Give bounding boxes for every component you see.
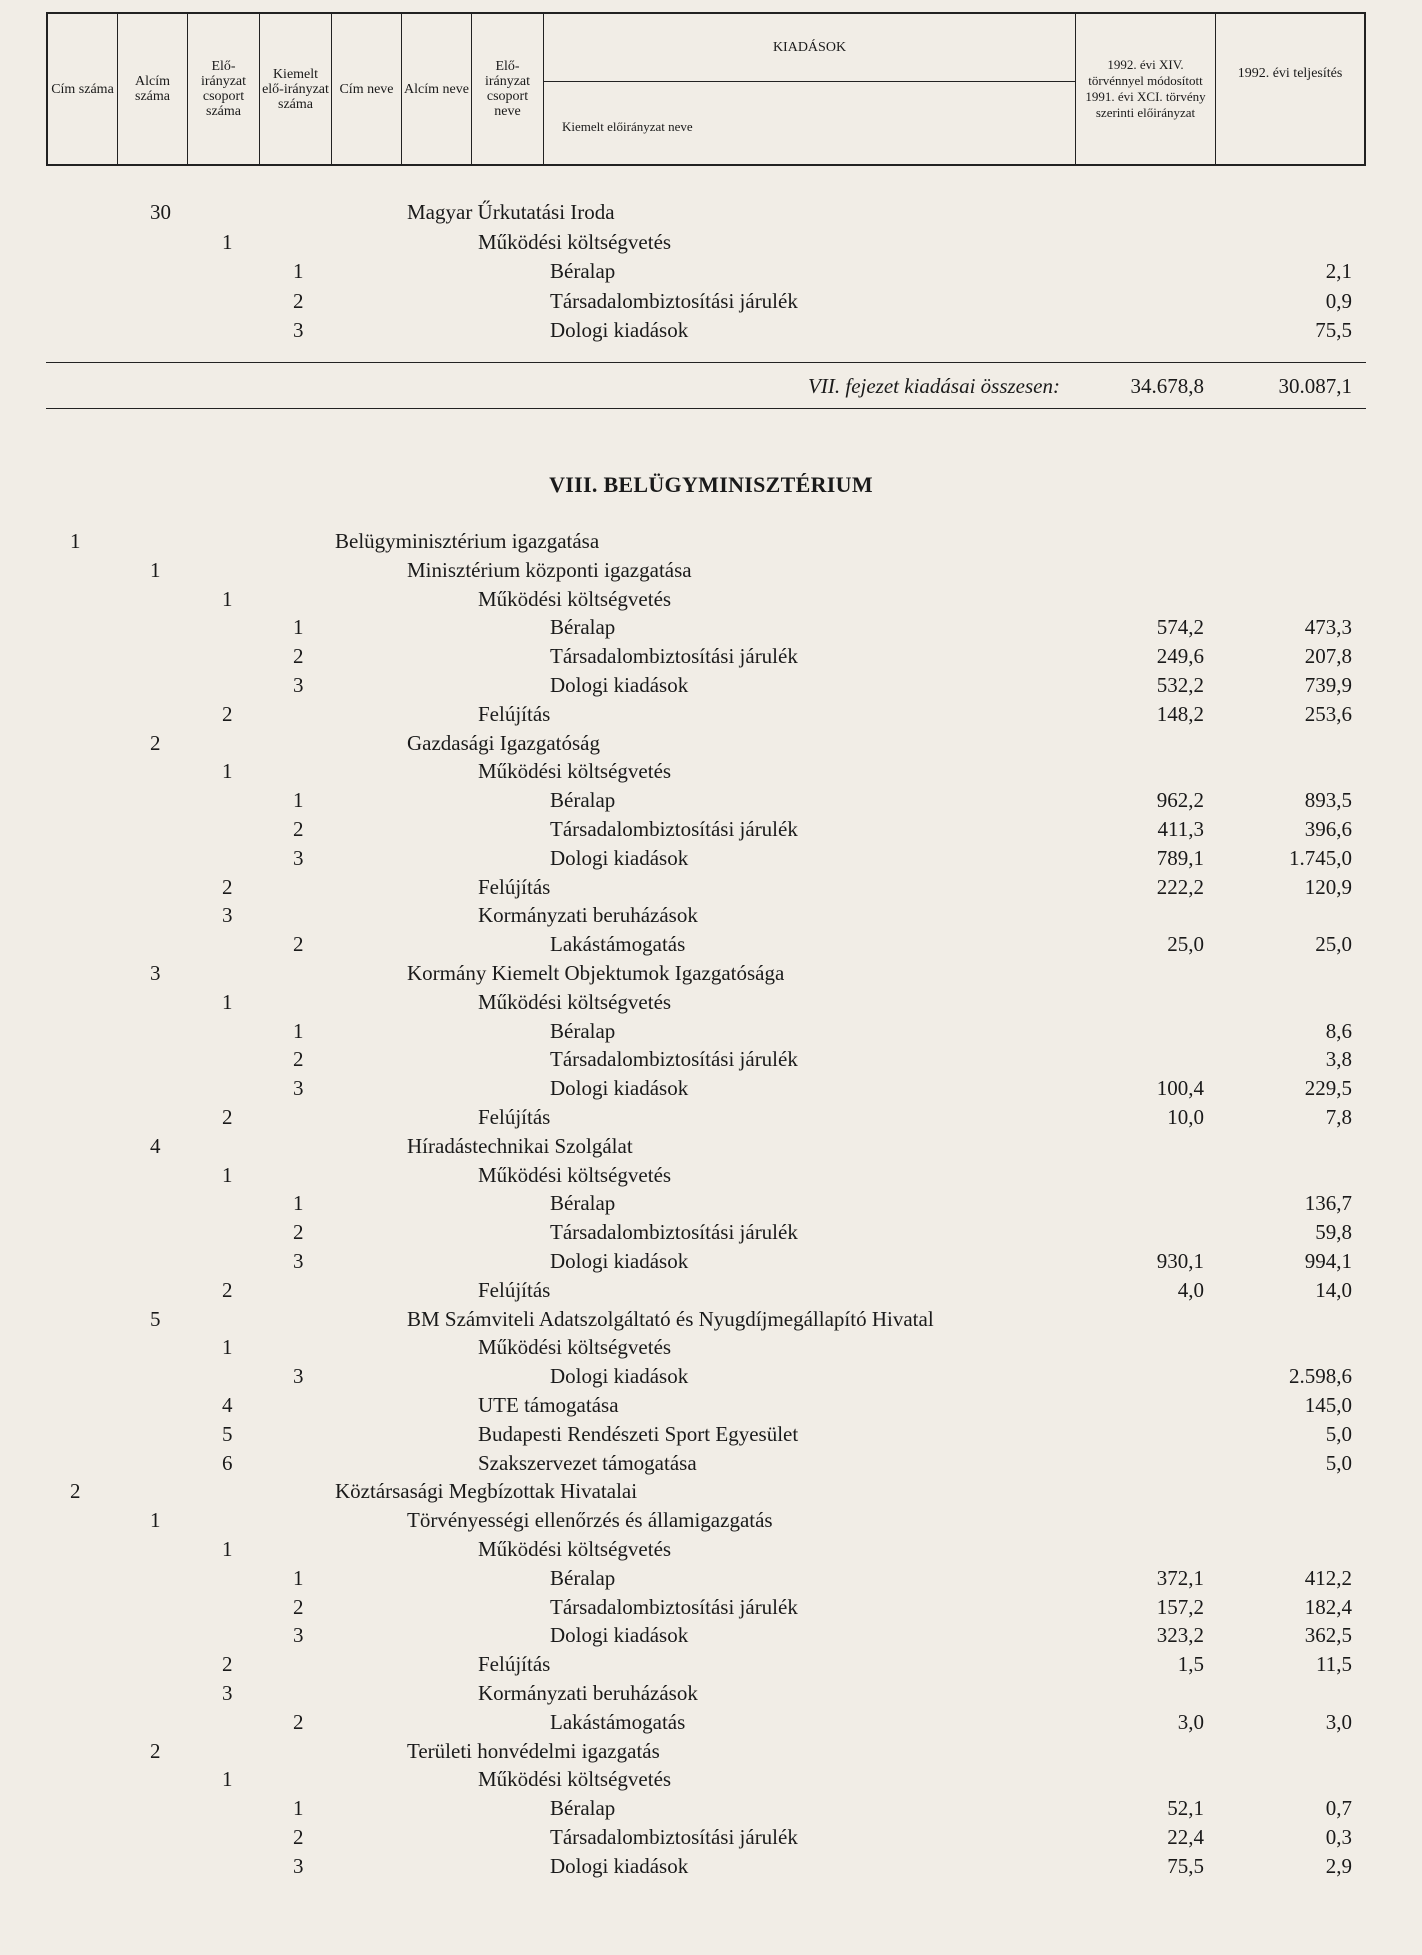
row-label: Dologi kiadások <box>550 1364 689 1389</box>
row-value-teljesites: 120,9 <box>1304 874 1352 899</box>
row-value-teljesites: 182,4 <box>1304 1594 1352 1619</box>
row-value-eloiranyzat: 10,0 <box>1167 1105 1204 1129</box>
table-row <box>0 1391 1422 1419</box>
row-label: Dologi kiadások <box>550 1853 689 1878</box>
table-row <box>0 1161 1422 1189</box>
row-label: BM Számviteli Adatszolgáltató és Nyugdíjmegállapító Hivatal <box>407 1306 934 1331</box>
row-code: 2 <box>293 1709 304 1734</box>
row-value-teljesites: 59,8 <box>1315 1220 1352 1245</box>
row-code: 3 <box>293 1249 304 1273</box>
row-code: 2 <box>222 1652 233 1677</box>
total-value-teljesites: 30.087,1 <box>1278 374 1352 398</box>
row-label: Társadalombiztosítási járulék <box>550 644 798 669</box>
row-label: Köztársasági Megbízottak Hivatalai <box>335 1479 638 1504</box>
row-value-eloiranyzat: 100,4 <box>1156 1076 1204 1101</box>
row-code: 2 <box>293 644 304 669</box>
row-code: 2 <box>293 932 304 957</box>
row-label: Dologi kiadások <box>550 318 689 342</box>
row-label: Dologi kiadások <box>550 1076 689 1101</box>
row-value-teljesites: 893,5 <box>1304 788 1352 813</box>
row-value-eloiranyzat: 157,2 <box>1156 1594 1204 1619</box>
row-value-eloiranyzat: 52,1 <box>1167 1796 1204 1821</box>
row-code: 1 <box>293 615 304 640</box>
row-label: Működési költségvetés <box>478 1162 672 1187</box>
table-row <box>0 959 1422 987</box>
header-col-alcim-neve: Alcím neve <box>402 14 472 164</box>
table-row <box>0 729 1422 757</box>
table-row <box>0 642 1422 670</box>
row-code: 1 <box>293 1018 304 1043</box>
row-value-teljesites: 412,2 <box>1304 1565 1352 1590</box>
row-value-teljesites: 994,1 <box>1304 1249 1352 1273</box>
table-row <box>0 757 1422 785</box>
table-row <box>0 1218 1422 1246</box>
header-col-cim-neve: Cím neve <box>332 14 402 164</box>
header-kiadasok: KIADÁSOK <box>544 14 1076 82</box>
row-label: Lakástámogatás <box>550 1709 686 1734</box>
row-code: 1 <box>222 1335 233 1360</box>
row-label: Dologi kiadások <box>550 673 689 697</box>
row-value-eloiranyzat: 532,2 <box>1156 673 1204 697</box>
row-label: Társadalombiztosítási járulék <box>550 1047 798 1072</box>
row-code: 2 <box>222 874 233 899</box>
row-value-eloiranyzat: 789,1 <box>1156 845 1204 870</box>
table-row <box>0 700 1422 728</box>
table-row <box>0 1506 1422 1534</box>
row-label: Szakszervezet támogatása <box>478 1450 697 1475</box>
table-row <box>0 1765 1422 1793</box>
row-label: Működési költségvetés <box>478 759 672 784</box>
row-code: 2 <box>150 1738 161 1763</box>
row-label: Magyar Űrkutatási Iroda <box>407 200 615 224</box>
row-label: Működési költségvetés <box>478 1335 672 1360</box>
total-row <box>0 372 1422 400</box>
row-code: 3 <box>293 1076 304 1101</box>
row-label: Kormányzati beruházások <box>478 903 698 928</box>
row-code: 3 <box>222 903 233 928</box>
row-code: 2 <box>222 701 233 726</box>
header-col-kiemelt-eloiranyzat-szama: Kiemelt elő-irányzat száma <box>260 14 332 164</box>
row-value-teljesites: 362,5 <box>1304 1623 1352 1648</box>
row-label: Társadalombiztosítási járulék <box>550 288 798 313</box>
row-value-eloiranyzat: 75,5 <box>1167 1853 1204 1878</box>
row-value-teljesites: 2,1 <box>1325 259 1352 283</box>
table-row <box>0 1420 1422 1448</box>
row-value-eloiranyzat: 4,0 <box>1177 1277 1204 1302</box>
row-label: Felújítás <box>478 1277 551 1302</box>
table-row <box>0 613 1422 641</box>
row-code: 1 <box>222 989 233 1014</box>
table-row <box>0 257 1422 285</box>
row-value-teljesites: 25,0 <box>1315 932 1352 957</box>
row-value-teljesites: 1.745,0 <box>1289 845 1352 870</box>
row-label: Társadalombiztosítási járulék <box>550 1594 798 1619</box>
row-value-eloiranyzat: 22,4 <box>1167 1825 1204 1849</box>
row-value-teljesites: 75,5 <box>1315 318 1352 342</box>
row-code: 2 <box>293 288 304 313</box>
row-label: Működési költségvetés <box>478 1537 672 1561</box>
row-label: Béralap <box>550 1565 616 1590</box>
table-row <box>0 1247 1422 1275</box>
row-label: Béralap <box>550 1191 616 1216</box>
row-code: 3 <box>293 1853 304 1878</box>
row-label: Felújítás <box>478 701 551 726</box>
row-label: UTE támogatása <box>478 1393 619 1417</box>
table-row <box>0 1477 1422 1505</box>
table-row <box>0 1564 1422 1592</box>
row-label: Kormányzati beruházások <box>478 1681 698 1705</box>
table-row <box>0 786 1422 814</box>
row-code: 2 <box>293 1825 304 1849</box>
row-code: 1 <box>222 1537 233 1561</box>
row-code: 2 <box>222 1277 233 1302</box>
header-col-alcim-szama: Alcím száma <box>118 14 188 164</box>
row-label: Kormány Kiemelt Objektumok Igazgatósága <box>407 961 785 985</box>
row-code: 1 <box>150 557 161 582</box>
header-col-eloiranyzat-csoport-neve: Elő-irányzat csoport neve <box>472 14 544 164</box>
row-value-eloiranyzat: 962,2 <box>1156 788 1204 813</box>
row-code: 2 <box>150 730 161 755</box>
table-row <box>0 1823 1422 1851</box>
row-code: 3 <box>293 318 304 342</box>
header-col-cim-szama: Cím száma <box>48 14 118 164</box>
row-label: Béralap <box>550 615 616 640</box>
table-row <box>0 1045 1422 1073</box>
row-label: Béralap <box>550 1018 616 1043</box>
row-value-teljesites: 2.598,6 <box>1289 1364 1352 1389</box>
row-value-eloiranyzat: 249,6 <box>1156 644 1204 669</box>
row-code: 3 <box>293 673 304 697</box>
row-value-teljesites: 136,7 <box>1304 1191 1352 1216</box>
table-row <box>0 1679 1422 1707</box>
table-row <box>0 585 1422 613</box>
row-label: Belügyminisztérium igazgatása <box>335 529 600 553</box>
table-row <box>0 287 1422 315</box>
row-value-teljesites: 8,6 <box>1325 1018 1352 1043</box>
table-row <box>0 1074 1422 1102</box>
row-label: Dologi kiadások <box>550 845 689 870</box>
table-row <box>0 815 1422 843</box>
header-col-eloiranyzat-csoport-szama: Elő-irányzat csoport száma <box>188 14 260 164</box>
row-code: 1 <box>222 1767 233 1792</box>
table-row <box>0 316 1422 344</box>
table-row <box>0 1593 1422 1621</box>
row-value-eloiranyzat: 930,1 <box>1156 1249 1204 1273</box>
row-value-teljesites: 145,0 <box>1304 1393 1352 1417</box>
row-code: 6 <box>222 1450 233 1475</box>
table-row <box>0 1276 1422 1304</box>
row-label: Minisztérium központi igazgatása <box>407 557 692 582</box>
row-value-eloiranyzat: 323,2 <box>1156 1623 1204 1648</box>
row-value-teljesites: 473,3 <box>1304 615 1352 640</box>
table-row <box>0 527 1422 555</box>
row-code: 3 <box>293 1364 304 1389</box>
row-label: Gazdasági Igazgatóság <box>407 730 600 755</box>
table-row <box>0 1794 1422 1822</box>
row-code: 30 <box>150 200 171 224</box>
row-label: Társadalombiztosítási járulék <box>550 1220 798 1245</box>
table-row <box>0 671 1422 699</box>
row-label: Működési költségvetés <box>478 229 672 254</box>
table-row <box>0 901 1422 929</box>
row-code: 4 <box>222 1393 233 1417</box>
table-row <box>0 844 1422 872</box>
row-code: 2 <box>293 1594 304 1619</box>
row-label: Működési költségvetés <box>478 989 672 1014</box>
table-row <box>0 1362 1422 1390</box>
row-value-teljesites: 739,9 <box>1304 673 1352 697</box>
row-code: 2 <box>70 1479 81 1504</box>
row-value-teljesites: 0,7 <box>1325 1796 1352 1821</box>
row-value-eloiranyzat: 1,5 <box>1177 1652 1204 1677</box>
table-row <box>0 1708 1422 1736</box>
row-label: Dologi kiadások <box>550 1249 689 1273</box>
row-label: Dologi kiadások <box>550 1623 689 1648</box>
row-value-teljesites: 253,6 <box>1304 701 1352 726</box>
header-col-teljesites: 1992. évi teljesítés <box>1237 66 1343 81</box>
table-row <box>0 988 1422 1016</box>
row-code: 1 <box>222 229 233 254</box>
row-label: Társadalombiztosítási járulék <box>550 1825 798 1849</box>
row-value-teljesites: 5,0 <box>1325 1421 1352 1446</box>
table-row <box>0 198 1422 226</box>
row-code: 2 <box>222 1105 233 1129</box>
row-value-eloiranyzat: 372,1 <box>1156 1565 1204 1590</box>
table-row <box>0 1621 1422 1649</box>
header-col-eloiranyzat: 1992. évi XIV. törvénnyel módosított 1991. évi XCI. törvény szerinti előirányzat <box>1076 14 1216 164</box>
table-row <box>0 930 1422 958</box>
row-code: 3 <box>293 845 304 870</box>
row-label: Béralap <box>550 1796 616 1821</box>
table-row <box>0 228 1422 256</box>
row-value-teljesites: 3,0 <box>1325 1709 1352 1734</box>
total-top-rule <box>46 362 1366 363</box>
table-row <box>0 1017 1422 1045</box>
row-code: 2 <box>293 1047 304 1072</box>
row-value-eloiranyzat: 222,2 <box>1156 874 1204 899</box>
table-header <box>46 12 1366 166</box>
table-row <box>0 1333 1422 1361</box>
row-code: 3 <box>222 1681 233 1705</box>
row-code: 1 <box>293 1796 304 1821</box>
table-row <box>0 1535 1422 1563</box>
table-row <box>0 1103 1422 1131</box>
row-code: 1 <box>293 1191 304 1216</box>
row-label: Felújítás <box>478 874 551 899</box>
row-code: 1 <box>222 1162 233 1187</box>
row-value-teljesites: 11,5 <box>1316 1652 1352 1677</box>
row-label: Törvényességi ellenőrzés és államigazgatás <box>407 1508 773 1533</box>
row-value-teljesites: 0,9 <box>1325 288 1352 313</box>
table-row <box>0 1132 1422 1160</box>
row-code: 5 <box>222 1421 233 1446</box>
row-code: 2 <box>293 1220 304 1245</box>
row-value-teljesites: 396,6 <box>1304 817 1352 841</box>
row-value-eloiranyzat: 25,0 <box>1167 932 1204 957</box>
row-label: Budapesti Rendészeti Sport Egyesület <box>478 1421 799 1446</box>
row-label: Felújítás <box>478 1652 551 1677</box>
row-label: Területi honvédelmi igazgatás <box>407 1738 660 1763</box>
row-value-teljesites: 7,8 <box>1325 1105 1352 1129</box>
row-code: 1 <box>222 759 233 784</box>
row-value-teljesites: 207,8 <box>1304 644 1352 669</box>
row-label: Lakástámogatás <box>550 932 686 957</box>
table-row <box>0 556 1422 584</box>
row-label: Felújítás <box>478 1105 551 1129</box>
total-label: VII. fejezet kiadásai összesen: <box>808 374 1060 398</box>
table-row <box>0 1650 1422 1678</box>
table-row <box>0 1305 1422 1333</box>
row-label: Híradástechnikai Szolgálat <box>407 1133 633 1158</box>
table-row <box>0 1737 1422 1765</box>
row-value-teljesites: 2,9 <box>1325 1853 1352 1878</box>
total-value-eloiranyzat: 34.678,8 <box>1130 374 1204 398</box>
row-value-eloiranyzat: 411,3 <box>1157 817 1204 841</box>
row-code: 1 <box>70 529 81 553</box>
chapter-title: VIII. BELÜGYMINISZTÉRIUM <box>549 472 873 497</box>
header-kiemelt-eloiranyzat-neve: Kiemelt előirányzat neve <box>544 82 1076 164</box>
row-code: 1 <box>293 259 304 283</box>
row-value-teljesites: 3,8 <box>1325 1047 1352 1072</box>
row-code: 3 <box>150 961 161 985</box>
table-row <box>0 873 1422 901</box>
row-code: 1 <box>293 1565 304 1590</box>
table-row <box>0 1852 1422 1880</box>
total-bottom-rule <box>46 408 1366 409</box>
row-value-teljesites: 14,0 <box>1315 1277 1352 1302</box>
table-row <box>0 1189 1422 1217</box>
row-value-eloiranyzat: 148,2 <box>1156 701 1204 726</box>
row-label: Béralap <box>550 788 616 813</box>
row-value-teljesites: 0,3 <box>1325 1825 1352 1849</box>
row-label: Béralap <box>550 259 616 283</box>
row-label: Társadalombiztosítási járulék <box>550 817 798 841</box>
row-value-teljesites: 5,0 <box>1325 1450 1352 1475</box>
table-row <box>0 1449 1422 1477</box>
row-label: Működési költségvetés <box>478 586 672 611</box>
row-code: 3 <box>293 1623 304 1648</box>
row-code: 1 <box>293 788 304 813</box>
row-code: 4 <box>150 1133 161 1158</box>
row-value-eloiranyzat: 574,2 <box>1156 615 1204 640</box>
row-code: 2 <box>293 817 304 841</box>
row-value-eloiranyzat: 3,0 <box>1177 1709 1204 1734</box>
row-code: 5 <box>150 1306 161 1331</box>
row-code: 1 <box>150 1508 161 1533</box>
row-code: 1 <box>222 586 233 611</box>
row-value-teljesites: 229,5 <box>1304 1076 1352 1101</box>
row-label: Működési költségvetés <box>478 1767 672 1792</box>
